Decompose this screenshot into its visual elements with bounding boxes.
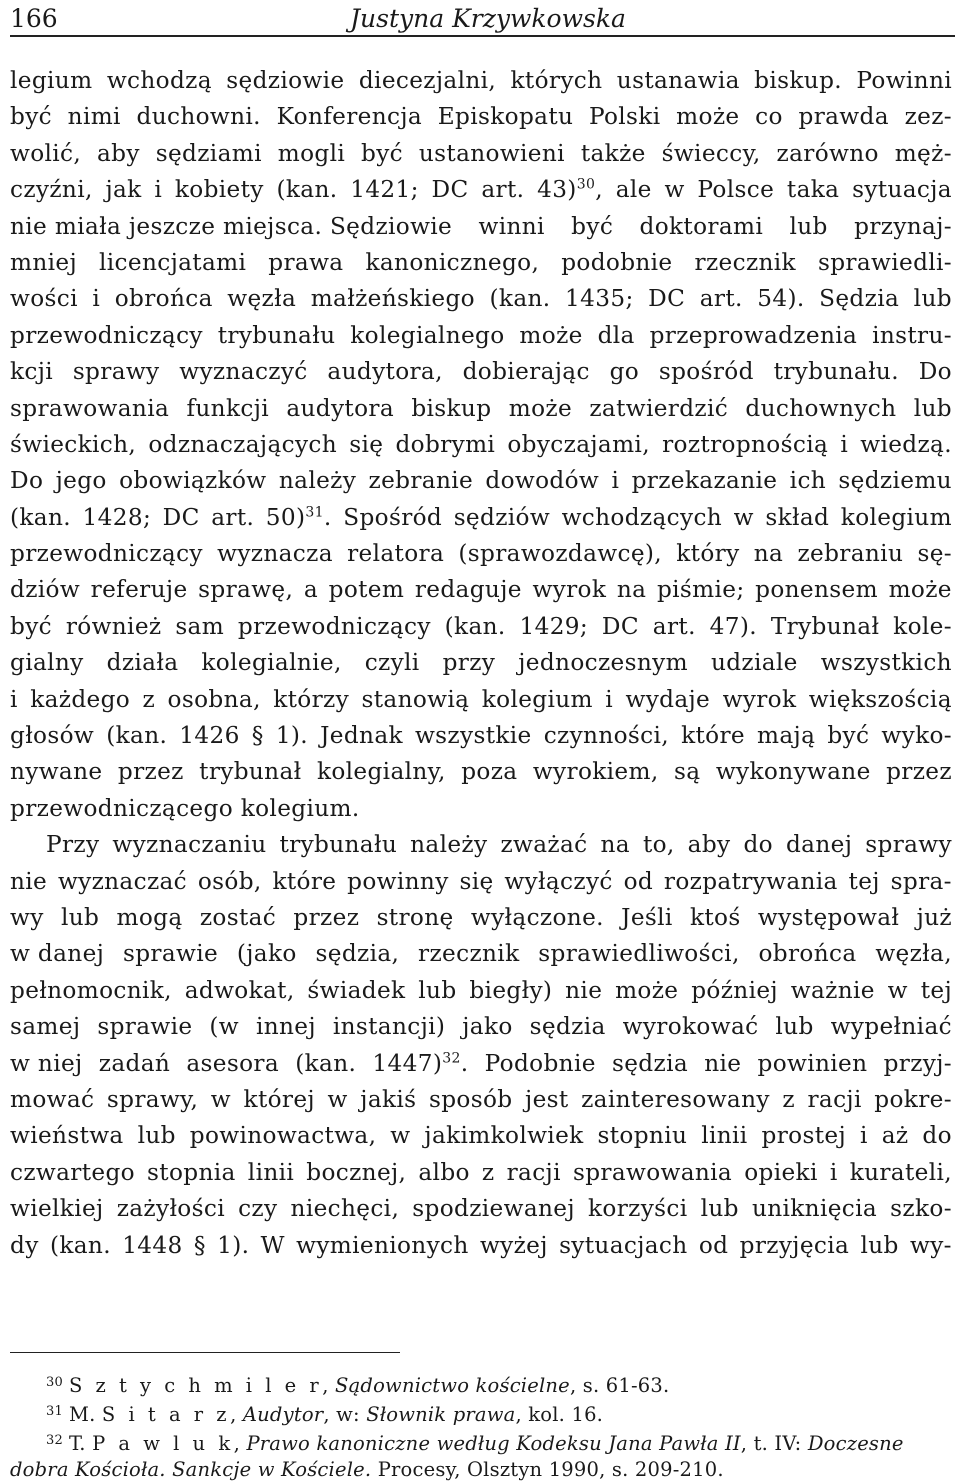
- text-line: wości i obrońca węzła małżeńskiego (kan. 1435; DC art. 54). Sędzia lub: [10, 285, 952, 313]
- text-line: przewodniczącego kolegium.: [10, 794, 360, 822]
- text-line: Przy wyznaczaniu trybunału należy zważać na to, aby do danej sprawy: [46, 831, 952, 859]
- text-line: przewodniczący wyznacza relatora (sprawozdawcę), który na zebraniu sę-: [10, 540, 952, 568]
- footnotes: [10, 1368, 952, 1484]
- footnote-32: $^{32}$ T. P a w l u k, Prawo kanoniczne według Kodeksu Jana Pawła II, t. IV: Doczesne: [46, 1432, 904, 1455]
- text-line: nie wyznaczać osób, które powinny się wyłączyć od rozpatrywania tej spra-: [10, 867, 952, 895]
- footnote-title: Sądownictwo kościelne: [335, 1374, 570, 1397]
- text-line: wy lub mogą zostać przez stronę wyłączone. Jeśli ktoś występował już: [10, 903, 952, 931]
- text-line: i każdego z osobna, którzy stanowią kolegium i wydaje wyrok większością: [10, 685, 952, 713]
- text-line: sprawowania funkcji audytora biskup może zatwierdzić duchownych lub: [10, 394, 952, 422]
- text-line: wielkiej zażyłości czy niechęci, spodziewanej korzyści lub uniknięcia szko-: [10, 1195, 952, 1223]
- text-line: mować sprawy, w której w jakiś sposób jest zainteresowany z racji pokre-: [10, 1085, 952, 1113]
- text-line: być również sam przewodniczący (kan. 1429; DC art. 47). Trybunał kole-: [10, 612, 952, 640]
- text-line: kcji sprawy wyznaczyć audytora, dobierając go spośród trybunału. Do: [10, 358, 952, 386]
- text-line: wieństwa lub powinowactwa, w jakimkolwiek stopniu linii prostej i aż do: [10, 1122, 952, 1150]
- running-title: Justyna Krzywkowska: [350, 4, 626, 33]
- text-line: czwartego stopnia linii bocznej, albo z racji sprawowania opieki i kurateli,: [10, 1158, 952, 1186]
- footnote-author: P a w l u k: [92, 1432, 234, 1455]
- text-line: dy (kan. 1448 § 1). W wymienionych wyżej sytuacjach od przyjęcia lub wy-: [10, 1231, 952, 1259]
- text-line: być nimi duchowni. Konferencja Episkopatu Polski może co prawda zez-: [10, 103, 952, 131]
- footnote-author: S z t y c h m i l e r: [68, 1374, 323, 1397]
- page-number: 166: [10, 4, 58, 33]
- text-line: dziów referuje sprawę, a potem redaguje wyrok na piśmie; ponensem może: [10, 576, 952, 604]
- footnote-source-cont: dobra Kościoła. Sankcje w Kościele.: [10, 1458, 372, 1481]
- header-rule: [10, 35, 955, 37]
- text-line: samej sprawie (w innej instancji) jako sędzia wyrokować lub wypełniać: [10, 1013, 952, 1041]
- text-line: pełnomocnik, adwokat, świadek lub biegły) nie może później ważnie w tej: [10, 976, 952, 1004]
- footnote-source: Doczesne: [807, 1432, 904, 1455]
- page-header: [10, 0, 950, 34]
- text-line: nywane przez trybunał kolegialny, poza wyrokiem, są wykonywane przez: [10, 758, 952, 786]
- text-line: Do jego obowiązków należy zebranie dowodów i przekazanie ich sędziemu: [10, 467, 952, 495]
- footnote-title: Audytor: [242, 1403, 324, 1426]
- footnote-number: 32: [46, 1433, 63, 1448]
- footnote-details: , kol. 16.: [515, 1403, 604, 1426]
- text-line: świeckich, odznaczających się dobrymi obyczajami, roztropnością i wiedzą.: [10, 430, 952, 458]
- text-line: w danej sprawie (jako sędzia, rzecznik sprawiedliwości, obrońca węzła,: [10, 940, 952, 968]
- footnote-rule: [10, 1352, 400, 1353]
- footnote-author: S i t a r z: [101, 1403, 231, 1426]
- text-line: nie miała jeszcze miejsca. Sędziowie winni być doktorami lub przynaj-: [10, 212, 952, 240]
- footnote-31: $^{31}$ M. S i t a r z, Audytor, w: Słownik prawa, kol. 16.: [46, 1403, 604, 1426]
- text-line: przewodniczący trybunału kolegialnego może dla przeprowadzenia instru-: [10, 321, 952, 349]
- body-text: [10, 63, 952, 1264]
- footnote-title: Prawo kanoniczne według Kodeksu Jana Pawła II: [246, 1432, 741, 1455]
- text-line: głosów (kan. 1426 § 1). Jednak wszystkie czynności, które mają być wyko-: [10, 722, 952, 750]
- text-line: mniej licencjatami prawa kanonicznego, podobnie rzecznik sprawiedli-: [10, 248, 952, 276]
- text-line: czyźni, jak i kobiety (kan. 1421; DC art. 43)$^{30}$, ale w Polsce taka sytuacja: [10, 176, 952, 204]
- footnote-30: $^{30}$ S z t y c h m i l e r, Sądownictwo kościelne, s. 61-63.: [46, 1374, 670, 1397]
- footnote-details: Procesy, Olsztyn 1990, s. 209-210.: [371, 1458, 724, 1481]
- text-line: w niej zadań asesora (kan. 1447)$^{32}$. Podobnie sędzia nie powinien przyj-: [10, 1049, 952, 1077]
- footnote-number: 31: [46, 1404, 63, 1419]
- text-line: (kan. 1428; DC art. 50)$^{31}$. Spośród sędziów wchodzących w skład kolegium: [10, 503, 952, 531]
- footnote-details: , s. 61-63.: [569, 1374, 670, 1397]
- text-line: gialny działa kolegialnie, czyli przy jednoczesnym udziale wszystkich: [10, 649, 952, 677]
- text-line: wolić, aby sędziami mogli być ustanowieni także świeccy, zarówno męż-: [10, 139, 952, 167]
- footnote-source: Słownik prawa: [366, 1403, 516, 1426]
- text-line: legium wchodzą sędziowie diecezjalni, których ustanawia biskup. Powinni: [10, 67, 952, 94]
- footnote-number: 30: [46, 1375, 63, 1390]
